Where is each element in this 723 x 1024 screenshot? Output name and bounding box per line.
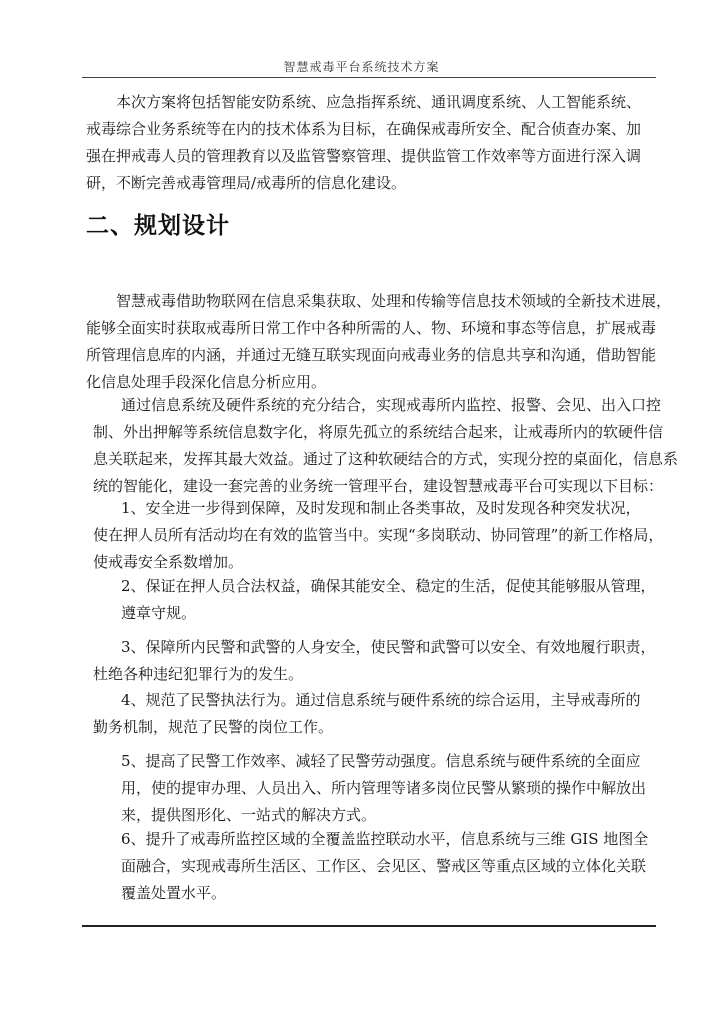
text-line: 用，使的提审办理、人员出入、所内管理等诸多岗位民警从繁琐的操作中解放出 bbox=[121, 779, 647, 797]
paragraph-integration bbox=[93, 392, 678, 500]
text-line: 覆盖处置水平。 bbox=[121, 884, 227, 902]
text-line: 化信息处理手段深化信息分析应用。 bbox=[86, 373, 327, 391]
goal-item-5 bbox=[121, 748, 646, 829]
text-line: 戒毒综合业务系统等在内的技术体系为目标，在确保戒毒所安全、配合侦查办案、加 bbox=[86, 120, 642, 138]
text-line: 智慧戒毒借助物联网在信息采集获取、处理和传输等信息技术领域的全新技术进展， bbox=[116, 292, 672, 310]
text-line: 强在押戒毒人员的管理教育以及监管警察管理、提供监管工作效率等方面进行深入调 bbox=[86, 147, 642, 165]
footer-divider bbox=[82, 925, 656, 927]
text-line: 息关联起来，发挥其最大效益。通过了这种软硬结合的方式，实现分控的桌面化，信息系 bbox=[93, 450, 679, 468]
text-line: 勤务机制，规范了民警的岗位工作。 bbox=[93, 718, 334, 736]
text-line: 通过信息系统及硬件系统的充分结合，实现戒毒所内监控、报警、会见、出入口控 bbox=[121, 396, 662, 414]
header-divider bbox=[82, 77, 656, 78]
text-line: 杜绝各种违纪犯罪行为的发生。 bbox=[93, 665, 304, 683]
text-line: 3、保障所内民警和武警的人身安全，使民警和武警可以安全、有效地履行职责， bbox=[121, 638, 656, 656]
intro-paragraph bbox=[86, 89, 641, 197]
text-line: 研，不断完善戒毒管理局/戒毒所的信息化建设。 bbox=[86, 174, 407, 192]
text-line: 1、安全进一步得到保障，及时发现和制止各类事故，及时发现各种突发状况， bbox=[121, 499, 641, 517]
text-line: 使戒毒安全系数增加。 bbox=[93, 553, 244, 571]
text-line: 来，提供图形化、一站式的解决方式。 bbox=[121, 806, 377, 824]
text-line: 所管理信息库的内涵，并通过无缝互联实现面向戒毒业务的信息共享和沟通，借助智能 bbox=[86, 346, 657, 364]
goal-item-1 bbox=[93, 495, 663, 576]
text-line: 能够全面实时获取戒毒所日常工作中各种所需的人、物、环境和事态等信息，扩展戒毒 bbox=[86, 319, 657, 337]
text-line: 遵章守规。 bbox=[121, 604, 197, 622]
text-line: 制、外出押解等系统信息数字化，将原先孤立的系统结合起来，让戒毒所内的软硬件信 bbox=[93, 423, 664, 441]
goal-item-4 bbox=[93, 687, 641, 741]
section-heading: 二、规划设计 bbox=[86, 213, 230, 239]
text-line: 面融合，实现戒毒所生活区、工作区、会见区、警戒区等重点区域的立体化关联 bbox=[121, 857, 647, 875]
text-line: 本次方案将包括智能安防系统、应急指挥系统、通讯调度系统、人工智能系统、 bbox=[116, 93, 642, 111]
running-header: 智慧戒毒平台系统技术方案 bbox=[283, 60, 440, 74]
text-line: 2、保证在押人员合法权益，确保其能安全、稳定的生活，促使其能够服从管理， bbox=[121, 577, 656, 595]
goal-item-2 bbox=[121, 573, 656, 627]
goal-item-6 bbox=[121, 826, 648, 907]
text-line: 统的智能化，建设一套完善的业务统一管理平台，建设智慧戒毒平台可实现以下目标： bbox=[93, 477, 664, 495]
text-line: 6、提升了戒毒所监控区域的全覆盖监控联动水平，信息系统与三维 GIS 地图全 bbox=[121, 830, 649, 848]
goal-item-3 bbox=[93, 634, 656, 688]
text-line: 5、提高了民警工作效率、减轻了民警劳动强度。信息系统与硬件系统的全面应 bbox=[121, 752, 641, 770]
text-line: 4、规范了民警执法行为。通过信息系统与硬件系统的综合运用，主导戒毒所的 bbox=[121, 691, 641, 709]
text-line: 使在押人员所有活动均在有效的监管当中。实现“多岗联动、协同管理”的新工作格局， bbox=[93, 526, 664, 544]
paragraph-overview bbox=[86, 288, 671, 396]
